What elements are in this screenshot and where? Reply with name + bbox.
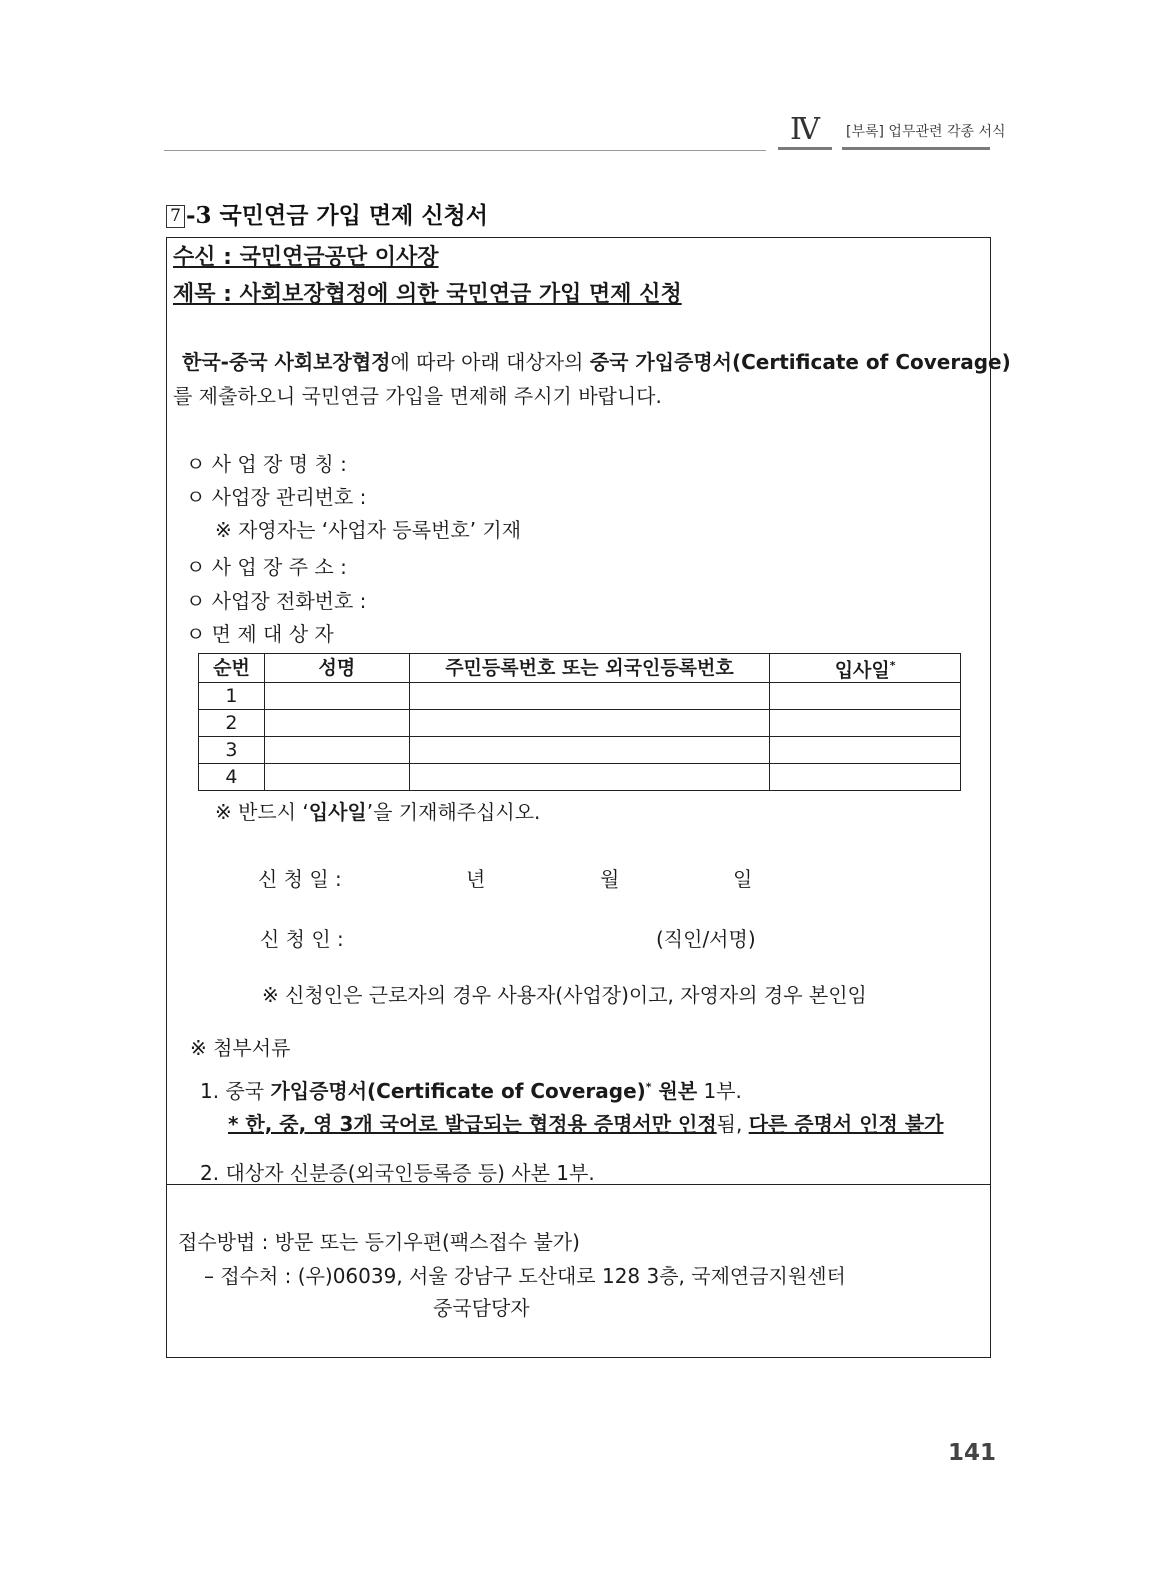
- table-row: [199, 683, 961, 710]
- form-title: [166, 197, 488, 230]
- workplace-address-field: ㅇ 사 업 장 주 소 :: [186, 555, 347, 579]
- table-row: [199, 710, 961, 737]
- col-header-name: 성명: [264, 654, 409, 683]
- hire-date-cell[interactable]: [770, 710, 961, 737]
- application-date-label: 신 청 일 :: [258, 867, 342, 891]
- id-number-cell[interactable]: [409, 710, 770, 737]
- page-number: 141: [948, 1440, 997, 1466]
- id-number-cell[interactable]: [409, 764, 770, 791]
- hire-date-emphasis: 입사일: [308, 800, 367, 824]
- name-cell[interactable]: [264, 683, 409, 710]
- signature-label: (직인/서명): [656, 927, 756, 951]
- col-header-hire-date: 입사일*: [770, 654, 961, 683]
- attachments-heading: ※ 첨부서류: [190, 1036, 291, 1060]
- exempt-persons-label: ㅇ 면 제 대 상 자: [186, 622, 334, 646]
- applicant-note: ※ 신청인은 근로자의 경우 사용자(사업장)이고, 자영자의 경우 본인임: [262, 983, 867, 1007]
- workplace-phone-field: ㅇ 사업장 전화번호 :: [186, 589, 367, 613]
- certificate-name: 중국 가입증명서(Certificate of Coverage): [589, 350, 1011, 374]
- chapter-number-underline: [778, 147, 832, 150]
- exempt-persons-table: [198, 653, 961, 791]
- application-month: 월: [600, 867, 620, 891]
- name-cell[interactable]: [264, 737, 409, 764]
- row-number: 4: [199, 764, 265, 791]
- form-title-text: -3 국민연금 가입 면제 신청서: [186, 202, 488, 229]
- chapter-number: Ⅳ: [790, 112, 820, 147]
- agreement-name: 한국-중국 사회보장협정: [182, 350, 391, 374]
- col-header-order: 순번: [199, 654, 265, 683]
- submission-address: – 접수처 : (우)06039, 서울 강남구 도산대로 128 3층, 국제연금지원센터: [204, 1264, 846, 1288]
- recipient-line: 수신 : 국민연금공단 이사장: [173, 245, 439, 270]
- intro-paragraph-line2: 를 제출하오니 국민연금 가입을 면제해 주시기 바랍니다.: [173, 384, 662, 408]
- section-title-underline: [842, 147, 990, 150]
- table-row: [199, 764, 961, 791]
- row-number: 2: [199, 710, 265, 737]
- attachment-item-1-note: * 한, 중, 영 3개 국어로 발급되는 협정용 증명서만 인정됨, 다른 증명서 인정 불가: [228, 1112, 944, 1136]
- hire-date-cell[interactable]: [770, 737, 961, 764]
- row-number: 1: [199, 683, 265, 710]
- hire-date-cell[interactable]: [770, 764, 961, 791]
- application-day: 일: [733, 867, 753, 891]
- intro-text: 에 따라 아래 대상자의: [390, 350, 590, 374]
- workplace-name-field: ㅇ 사 업 장 명 칭 :: [186, 452, 347, 476]
- submission-contact: 중국담당자: [433, 1296, 530, 1320]
- hire-date-cell[interactable]: [770, 683, 961, 710]
- attachment-item-2: 2. 대상자 신분증(외국인등록증 등) 사본 1부.: [200, 1161, 595, 1185]
- name-cell[interactable]: [264, 710, 409, 737]
- table-row: [199, 737, 961, 764]
- name-cell[interactable]: [264, 764, 409, 791]
- application-year: 년: [466, 867, 486, 891]
- id-number-cell[interactable]: [409, 737, 770, 764]
- col-header-id-number: 주민등록번호 또는 외국인등록번호: [409, 654, 770, 683]
- submission-method: 접수방법 : 방문 또는 등기우편(팩스접수 불가): [178, 1230, 580, 1254]
- section-title: [부록] 업무관련 각종 서식: [846, 124, 1006, 140]
- table-header-row: [199, 654, 961, 683]
- subject-line: 제목 : 사회보장협정에 의한 국민연금 가입 면제 신청: [173, 282, 682, 307]
- intro-paragraph-line1: [182, 346, 1011, 375]
- self-employed-note: ※ 자영자는 ‘사업자 등록번호’ 기재: [215, 518, 522, 542]
- hire-date-note: ※ 반드시 ‘입사일’을 기재해주십시오.: [215, 800, 541, 824]
- id-number-cell[interactable]: [409, 683, 770, 710]
- form-number-box: 7: [166, 205, 185, 228]
- attachment-item-1: 1. 중국 가입증명서(Certificate of Coverage)* 원본 1부.: [200, 1079, 742, 1103]
- row-number: 3: [199, 737, 265, 764]
- applicant-label: 신 청 인 :: [260, 927, 344, 951]
- workplace-number-field: ㅇ 사업장 관리번호 :: [186, 485, 367, 509]
- header-rule: [164, 150, 766, 151]
